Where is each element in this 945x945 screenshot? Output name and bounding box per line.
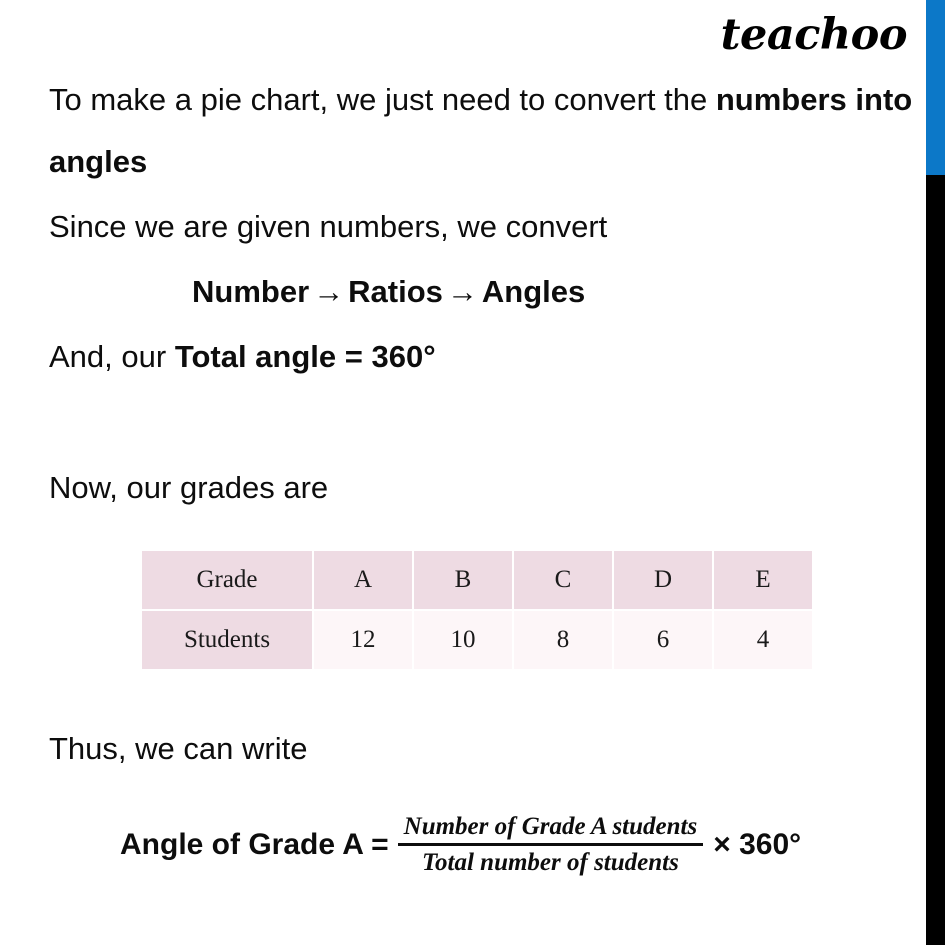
table-row-label-students: Students bbox=[142, 611, 312, 669]
formula-fraction bbox=[398, 812, 704, 877]
right-edge-bar-blue bbox=[926, 0, 945, 175]
table-cell-grade-d: D bbox=[614, 551, 712, 609]
table-cell-grade-e: E bbox=[714, 551, 812, 609]
formula-tail-text: × 360° bbox=[713, 827, 802, 861]
line1-plain-text: To make a pie chart, we just need to convert the bbox=[49, 82, 716, 117]
line5-plain-text: And, our bbox=[49, 339, 175, 374]
right-arrow-icon-1: → bbox=[313, 274, 345, 309]
grades-table bbox=[140, 549, 814, 671]
table-row bbox=[142, 611, 812, 669]
table-cell-students-c: 8 bbox=[514, 611, 612, 669]
fraction-denominator: Total number of students bbox=[422, 849, 679, 876]
formula-lead-text: Angle of Grade A = bbox=[120, 827, 389, 861]
paragraph-line-1 bbox=[49, 82, 912, 119]
table-row bbox=[142, 551, 812, 609]
right-edge-bar-black bbox=[926, 175, 945, 945]
teachoo-logo: teachoo bbox=[720, 10, 907, 60]
chain-term-ratios: Ratios bbox=[348, 274, 443, 309]
right-arrow-icon-2: → bbox=[446, 274, 478, 309]
paragraph-line-5 bbox=[49, 339, 436, 376]
table-cell-students-b: 10 bbox=[414, 611, 512, 669]
paragraph-line-2 bbox=[49, 144, 147, 181]
line2-bold-text: angles bbox=[49, 144, 148, 179]
table-row-label-grade: Grade bbox=[142, 551, 312, 609]
fraction-numerator: Number of Grade A students bbox=[403, 813, 698, 840]
chain-term-angles: Angles bbox=[481, 274, 586, 309]
paragraph-line-6: Now, our grades are bbox=[49, 470, 329, 505]
conversion-chain-line bbox=[192, 274, 585, 311]
angle-formula bbox=[120, 812, 801, 877]
chain-term-number: Number bbox=[192, 274, 310, 309]
line5-bold-text: Total angle = 360° bbox=[174, 339, 436, 374]
table-cell-grade-c: C bbox=[514, 551, 612, 609]
line1-bold-text: numbers into bbox=[715, 82, 913, 117]
table-cell-grade-a: A bbox=[314, 551, 412, 609]
paragraph-line-7: Thus, we can write bbox=[49, 731, 308, 766]
table-cell-students-e: 4 bbox=[714, 611, 812, 669]
table-cell-grade-b: B bbox=[414, 551, 512, 609]
table-cell-students-a: 12 bbox=[314, 611, 412, 669]
table-cell-students-d: 6 bbox=[614, 611, 712, 669]
paragraph-line-3: Since we are given numbers, we convert bbox=[49, 209, 608, 244]
